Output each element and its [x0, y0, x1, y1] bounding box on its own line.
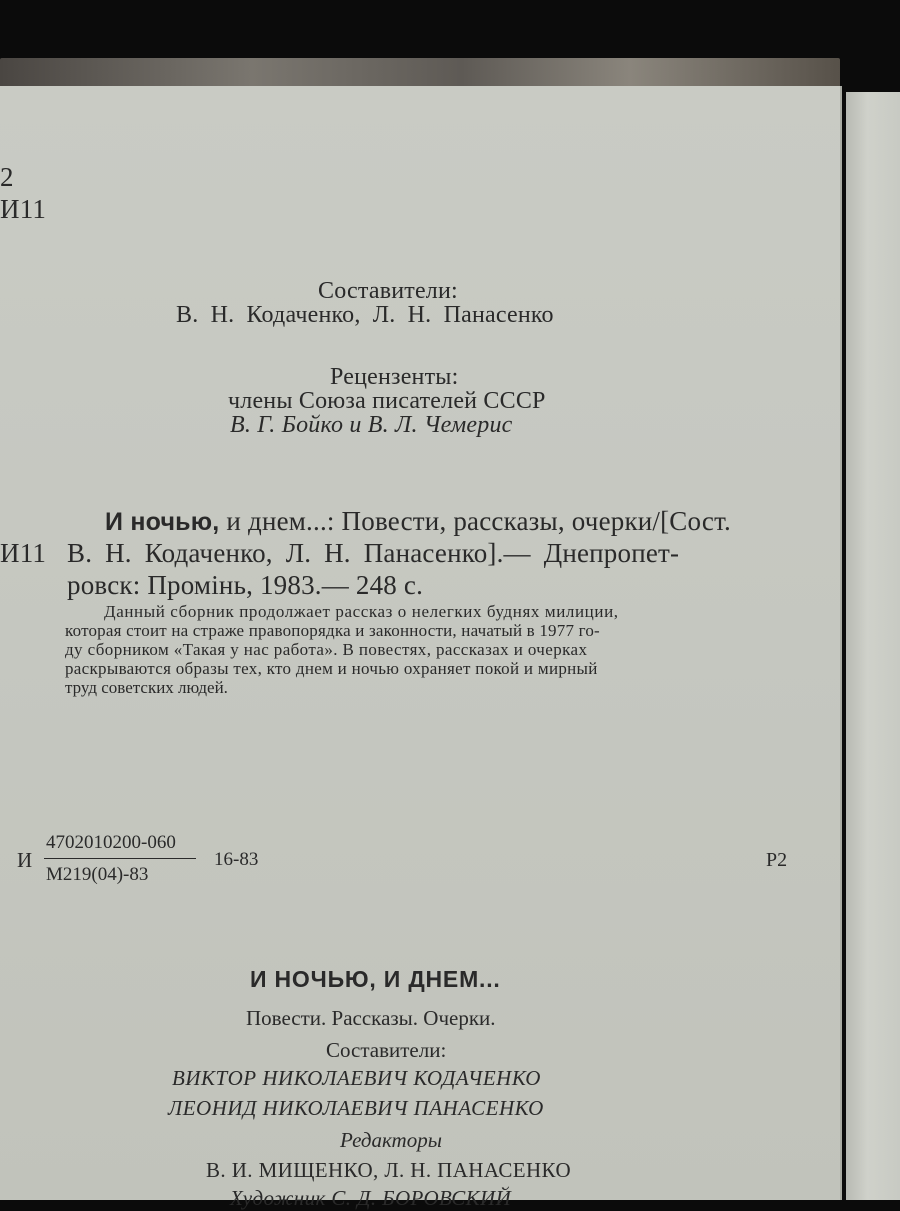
book-page	[0, 86, 842, 1210]
compilers-names: В. Н. Кодаченко, Л. Н. Панасенко	[176, 302, 554, 328]
corner-number: 2	[0, 162, 14, 192]
index-letter: И	[17, 848, 33, 872]
colophon-editors-label: Редакторы	[340, 1128, 442, 1152]
catalog-line2: В. Н. Кодаченко, Л. Н. Панасенко].— Днепропет-	[67, 538, 680, 568]
colophon-title: И НОЧЬЮ, И ДНЕМ...	[250, 966, 501, 992]
catalog-line1	[105, 506, 731, 537]
catalog-code: И11	[0, 538, 47, 568]
colophon-compiler-1: ВИКТОР НИКОЛАЕВИЧ КОДАЧЕНКО	[172, 1066, 541, 1090]
bbk-code: Р2	[766, 849, 788, 871]
reviewers-label: Рецензенты:	[330, 364, 459, 390]
catalog-line1-rest: и днем...: Повести, рассказы, очерки/[Сост.	[219, 506, 731, 536]
annotation-line3: ду сборником «Такая у нас работа». В повестях, рассказах и очерках	[65, 640, 588, 659]
catalog-title-bold: И ночью,	[105, 508, 220, 536]
annotation-line4: раскрываются образы тех, кто днем и ночью охраняет покой и мирный	[65, 659, 598, 678]
compilers-label: Составители:	[318, 278, 458, 304]
corner-code: И11	[0, 194, 47, 224]
colophon-compilers-label: Составители:	[326, 1038, 447, 1062]
colophon-artist: Художник С. Д. БОРОВСКИЙ	[230, 1186, 512, 1210]
colophon-compiler-2: ЛЕОНИД НИКОЛАЕВИЧ ПАНАСЕНКО	[168, 1096, 544, 1120]
annotation-line5: труд советских людей.	[65, 678, 228, 697]
reviewers-line1: члены Союза писателей СССР	[228, 388, 546, 414]
adjacent-page-edge	[846, 92, 900, 1200]
annotation-line2: которая стоит на страже правопорядка и законности, начатый в 1977 го-	[65, 621, 600, 640]
catalog-line3: ровск: Промінь, 1983.— 248 с.	[67, 570, 424, 600]
colophon-subtitle: Повести. Рассказы. Очерки.	[246, 1006, 496, 1030]
colophon-editors: В. И. МИЩЕНКО, Л. Н. ПАНАСЕНКО	[206, 1158, 572, 1182]
annotation-line1: Данный сборник продолжает рассказ о нелегких буднях милиции,	[104, 602, 619, 621]
reviewers-line2: В. Г. Бойко и В. Л. Чемерис	[230, 412, 513, 438]
index-numerator: 4702010200-060	[46, 832, 176, 853]
fraction-line	[44, 858, 196, 859]
index-number: 16-83	[214, 849, 259, 870]
index-denominator: М219(04)-83	[46, 864, 149, 885]
